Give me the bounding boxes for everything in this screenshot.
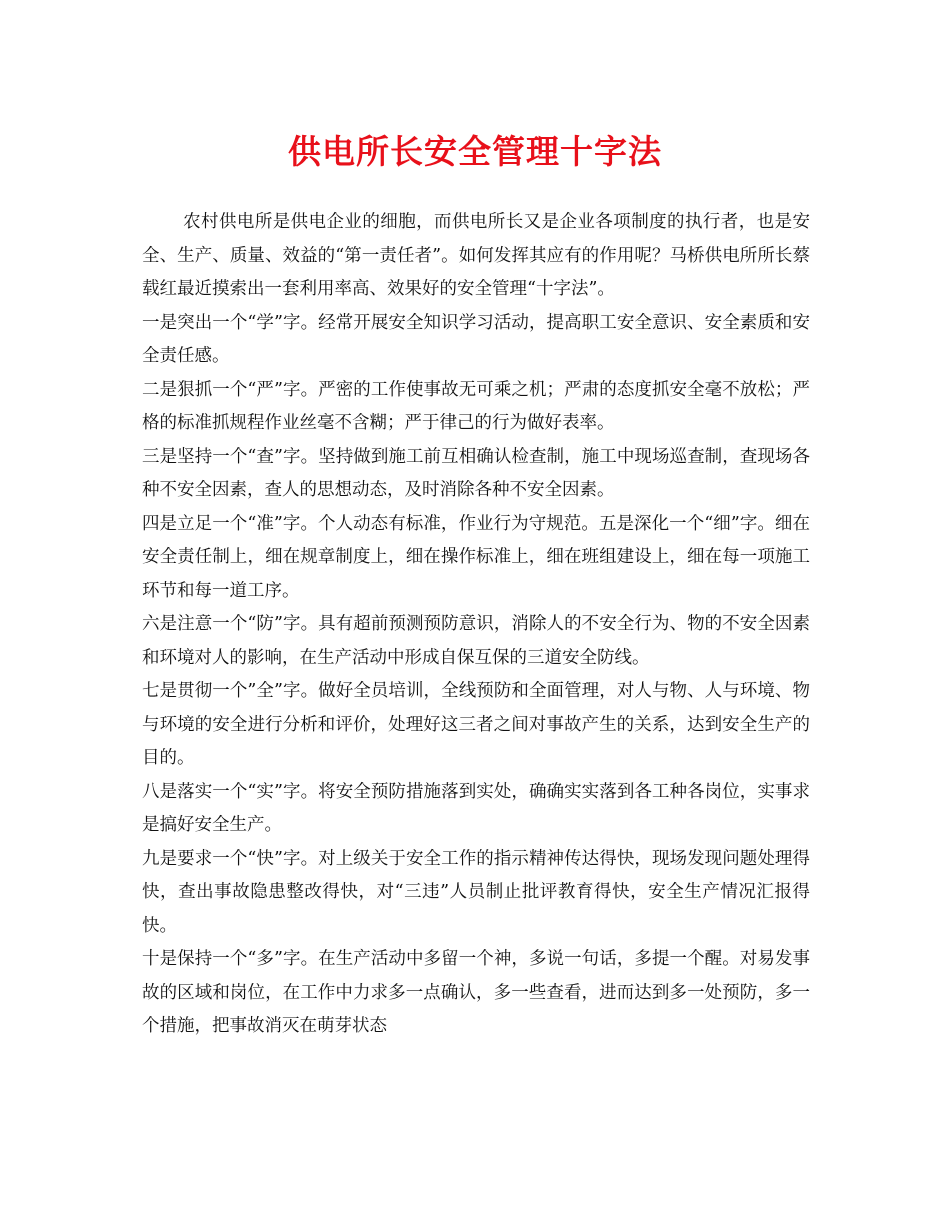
- rule-paragraph-3: 三是坚持一个“查”字。坚持做到施工前互相确认检查制，施工中现场巡查制，查现场各种不安全因素，查人的思想动态，及时消除各种不安全因素。: [142, 446, 810, 500]
- rule-paragraph-2: 二是狠抓一个“严”字。严密的工作使事故无可乘之机；严肃的态度抓安全毫不放松；严格的标准抓规程作业丝毫不含糊；严于律己的行为做好表率。: [142, 379, 810, 433]
- document-body: [142, 206, 810, 1044]
- rule-paragraph-4-5: 四是立足一个“准”字。个人动态有标准，作业行为守规范。五是深化一个“细”字。细在安全责任制上，细在规章制度上，细在操作标准上，细在班组建设上，细在每一项施工环节和每一道工序。: [142, 513, 810, 601]
- document-title: 供电所长安全管理十字法: [288, 132, 662, 171]
- rule-paragraph-1: 一是突出一个“学”字。经常开展安全知识学习活动，提高职工安全意识、安全素质和安全责任感。: [142, 312, 810, 366]
- rule-paragraph-9: 九是要求一个“快”字。对上级关于安全工作的指示精神传达得快，现场发现问题处理得快，查出事故隐患整改得快，对“三违”人员制止批评教育得快，安全生产情况汇报得快。: [142, 848, 810, 936]
- rule-paragraph-6: 六是注意一个“防”字。具有超前预测预防意识，消除人的不安全行为、物的不安全因素和环境对人的影响，在生产活动中形成自保互保的三道安全防线。: [142, 614, 810, 668]
- rule-paragraph-10: 十是保持一个“多”字。在生产活动中多留一个神，多说一句话，多提一个醒。对易发事故的区域和岗位，在工作中力求多一点确认，多一些查看，进而达到多一处预防，多一个措施，把事故消灭在萌芽状态: [142, 949, 810, 1036]
- rule-paragraph-7: 七是贯彻一个”全”字。做好全员培训，全线预防和全面管理，对人与物、人与环境、物与环境的安全进行分析和评价，处理好这三者之间对事故产生的关系，达到安全生产的目的。: [142, 681, 810, 768]
- intro-paragraph: 农村供电所是供电企业的细胞，而供电所长又是企业各项制度的执行者，也是安全、生产、质量、效益的“第一责任者”。如何发挥其应有的作用呢？马桥供电所所长蔡载红最近摸索出一套利用率高、效果好的安全管理“十字法”。: [142, 212, 810, 299]
- rule-paragraph-8: 八是落实一个“实”字。将安全预防措施落到实处，确确实实落到各工种各岗位，实事求是搞好安全生产。: [142, 781, 810, 835]
